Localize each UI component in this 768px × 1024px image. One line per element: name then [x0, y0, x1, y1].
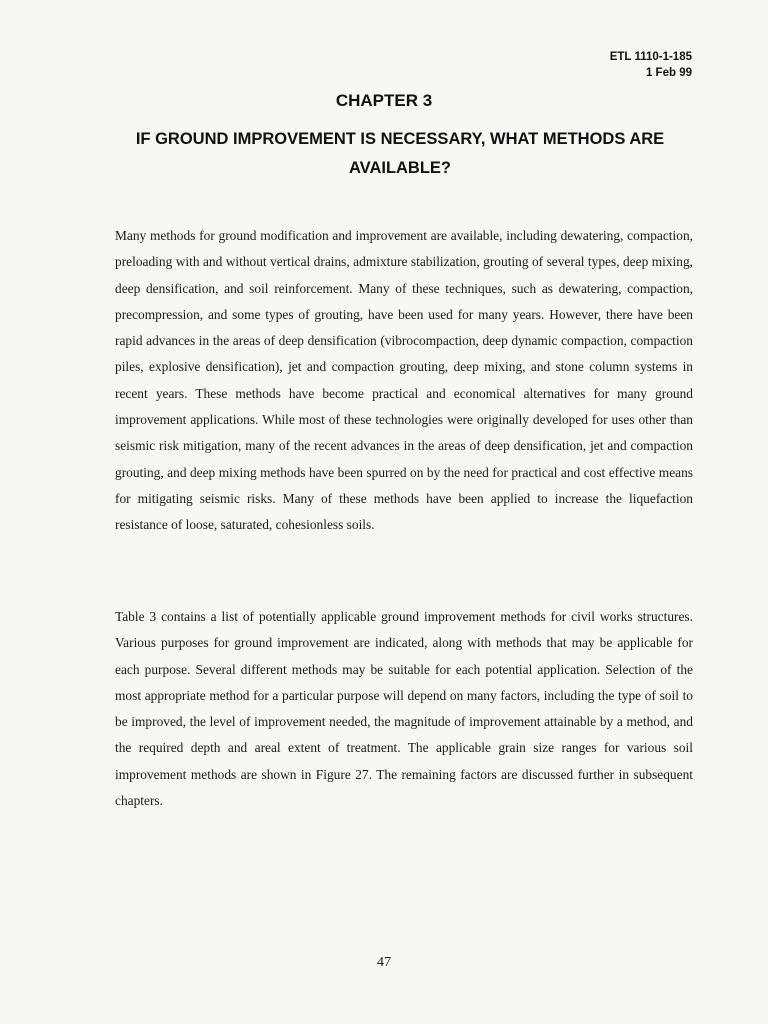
document-date: 1 Feb 99	[645, 67, 692, 79]
body-paragraph-1: Many methods for ground modification and improvement are available, including dewatering, compaction, preloading with and without vertical drains, admixture stabilization, grouting of several types, deep mixing, deep densification, and soil reinforcement. Many of these techniques, such as dewatering, compaction, precompression, and some types of grouting, have been used for many years. However, there have been rapid advances in the areas of deep densification (vibrocompaction, deep dynamic compaction, compaction piles, explosive densification), jet and compaction grouting, deep mixing, and stone column systems in recent years. These methods have become practical and economical alternatives for many ground improvement applications. While most of these technologies were originally developed for uses other than seismic risk mitigation, many of the recent advances in the areas of deep densification, jet and compaction grouting, and deep mixing methods have been spurred on by the need for practical and cost effective means for mitigating seismic risks. Many of these methods have been applied to increase the liquefaction resistance of loose, saturated, cohesionless soils.	[115, 228, 693, 533]
chapter-heading: CHAPTER 3	[335, 91, 433, 110]
document-reference	[610, 49, 692, 81]
document-id: ETL 1110-1-185	[609, 51, 692, 63]
chapter-title: IF GROUND IMPROVEMENT IS NECESSARY, WHAT METHODS ARE AVAILABLE?	[135, 130, 665, 177]
body-paragraph-2: Table 3 contains a list of potentially applicable ground improvement methods for civil works structures. Various purposes for ground improvement are indicated, along with methods that may be applicable for each purpose. Several different methods may be suitable for each potential application. Selection of the most appropriate method for a particular purpose will depend on many factors, including the type of soil to be improved, the level of improvement needed, the magnitude of improvement attainable by a method, and the required depth and areal extent of treatment. The applicable grain size ranges for various soil improvement methods are shown in Figure 27. The remaining factors are discussed further in subsequent chapters.	[115, 609, 693, 809]
page-number: 47	[377, 955, 391, 970]
